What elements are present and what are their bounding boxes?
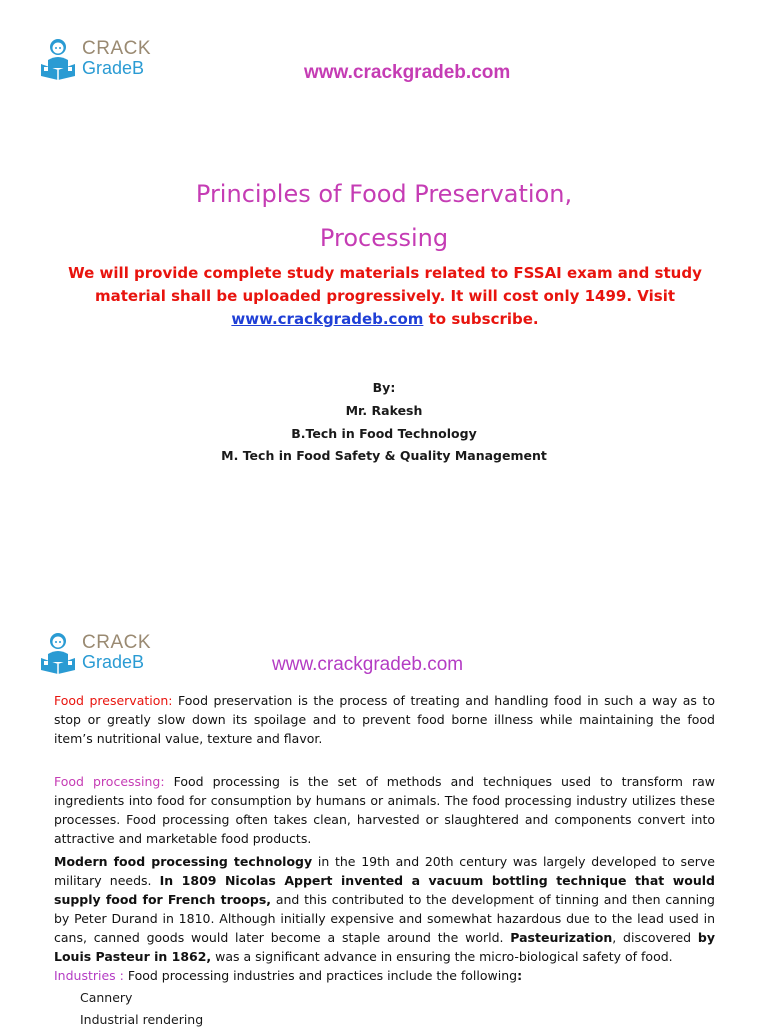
author-name: Mr. Rakesh [345,403,423,418]
author-degree-1: B.Tech in Food Technology [291,426,477,441]
modern-text-3: , discovered [612,930,698,945]
subscription-notice [60,262,710,331]
page-title-line1: Principles of Food Preservation, [195,180,573,208]
modern-bold-3: Pasteurization [510,930,613,945]
notice-text: We will provide complete study materials related to FSSAI exam and study material shall be uploaded progressively. It will cost only 1499. Visit [68,264,702,305]
modern-text-2: and this contributed to the development of tinning and then canning by Peter Durand in 1810. Although initially expensive and somewhat hazardous due to the lead used in cans, canned goods would later become a staple around the world. [54,892,715,945]
list-item: Cannery [80,990,133,1005]
logo-grade-text: GradeB [82,652,145,672]
notice-tail: to subscribe. [428,310,539,328]
food-preservation-text: Food preservation is the process of treating and handling food in such a way as to stop or greatly slow down its spoilage and to prevent food borne illness while maintaining the food item’s nutritional value, texture and flavor. [54,693,715,746]
industries-paragraph [54,966,715,985]
food-preservation-label: Food preservation: [54,693,173,708]
industries-text: Food processing industries and practices include the following [123,968,518,983]
modern-bold-4: by Louis Pasteur in 1862, [54,930,715,964]
crackgradeb-logo [38,36,151,80]
modern-text-4: was a significant advance in ensuring the micro-biological safety of food. [211,949,673,964]
list-item: Industrial rendering [80,1012,204,1027]
header-url-link[interactable]: www.crackgradeb.com [304,62,511,83]
modern-bold-2: In 1809 Nicolas Appert invented a vacuum bottling technique that would supply food for French troops, [54,873,715,907]
modern-text-1: in the 19th and 20th century was largely developed to serve military needs. [54,854,715,888]
logo-crack-text: CRACK [82,38,152,59]
food-preservation-paragraph [54,691,715,748]
food-processing-text: Food processing is the set of methods and techniques used to transform raw ingredients into food for consumption by humans or animals. The food processing industry utilizes these processes. Food processing often takes clean, harvested or slaughtered and components convert into attractive and marketable food products. [54,774,716,846]
modern-technology-paragraph [54,852,715,966]
author-by: By: [372,380,396,395]
crackgradeb-logo-2 [38,630,151,674]
modern-bold-1: Modern food processing technology [54,854,313,869]
logo-crack-text: CRACK [82,632,152,653]
food-processing-label: Food processing: [54,774,165,789]
logo-grade-text: GradeB [82,58,145,78]
author-degree-2: M. Tech in Food Safety & Quality Management [221,448,547,463]
subscribe-link[interactable]: www.crackgradeb.com [231,310,424,328]
page2-url-link[interactable]: www.crackgradeb.com [272,654,464,675]
page-title-line2: Processing [319,224,449,252]
food-processing-paragraph [54,772,715,848]
student-reading-icon [38,36,78,80]
student-reading-icon [38,630,78,674]
industries-label: Industries : [54,968,124,983]
industries-colon: : [517,968,523,983]
